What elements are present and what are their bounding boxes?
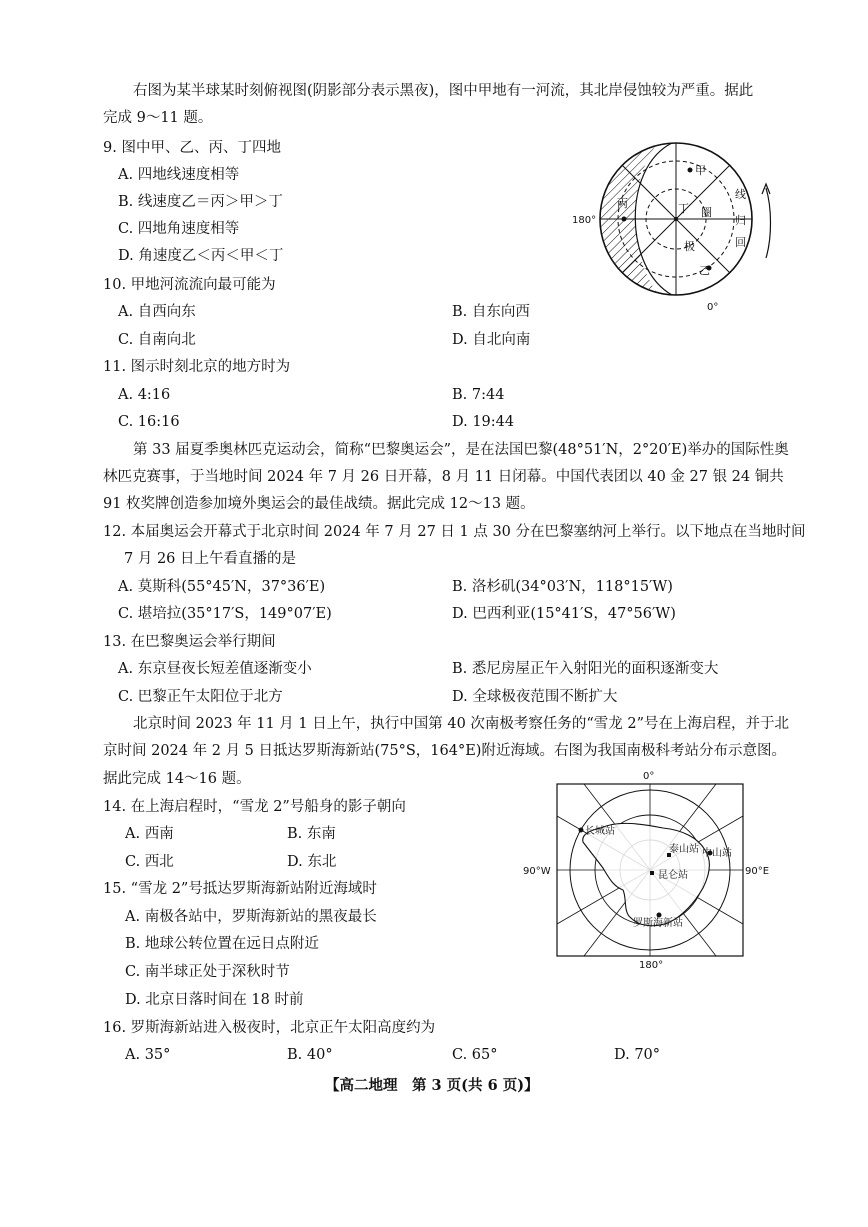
intro-9-11-line2: 完成 9～11 题。 <box>103 110 213 126</box>
q14-option-d: D. 东北 <box>287 854 337 870</box>
intro-9-11-line1: 右图为某半球某时刻俯视图(阴影部分表示黑夜)，图中甲地有一河流，其北岸侵蚀较为严重。据此 <box>133 83 754 99</box>
q11-stem: 11. 图示时刻北京的地方时为 <box>103 359 291 375</box>
q9-option-c: C. 四地角速度相等 <box>118 221 240 237</box>
label-0deg: 0° <box>643 771 655 782</box>
q12-option-a: A. 莫斯科(55°45′N，37°36′E) <box>118 579 326 595</box>
point-jia <box>688 168 693 173</box>
q15-option-d: D. 北京日落时间在 18 时前 <box>125 992 304 1008</box>
q16-stem: 16. 罗斯海新站进入极夜时，北京正午太阳高度约为 <box>103 1020 436 1036</box>
intro-12-13-line3: 91 枚奖牌创造参加境外奥运会的最佳战绩。据此完成 12～13 题。 <box>103 496 535 512</box>
q16-option-a: A. 35° <box>125 1047 171 1063</box>
q16-option-b: B. 40° <box>287 1047 333 1063</box>
antarctica-map <box>523 768 773 970</box>
label-kunlun: 昆仑站 <box>658 870 688 881</box>
q9-stem: 9. 图中甲、乙、丙、丁四地 <box>103 140 281 156</box>
q10-stem: 10. 甲地河流流向最可能为 <box>103 277 276 293</box>
label-taishan: 泰山站 <box>669 844 699 855</box>
label-tropic-3: 回 <box>735 236 746 249</box>
label-rossisea: 罗斯海新站 <box>633 918 683 929</box>
q12-stem-line1: 12. 本届奥运会开幕式于北京时间 2024 年 7 月 27 日 1 点 30 分在巴黎塞纳河上举行。以下地点在当地时间 <box>103 524 806 540</box>
label-jia: 甲 <box>695 164 706 177</box>
q12-stem-line2: 7 月 26 日上午看直播的是 <box>124 551 297 567</box>
point-ding <box>674 217 678 221</box>
intro-14-16-line3: 据此完成 14～16 题。 <box>103 771 251 787</box>
q9-option-b: B. 线速度乙＝丙＞甲＞丁 <box>118 194 283 210</box>
page-footer: 【高二地理 第 3 页(共 6 页)】 <box>325 1077 539 1094</box>
hemisphere-diagram <box>572 128 787 310</box>
rotation-arrow <box>766 188 771 258</box>
q16-option-d: D. 70° <box>614 1047 661 1063</box>
intro-12-13-line2: 林匹克赛事，于当地时间 2024 年 7 月 26 日开幕，8 月 11 日闭幕。中国代表团以 40 金 27 银 24 铜共 <box>103 469 784 485</box>
label-90e: 90°E <box>745 866 770 877</box>
q13-option-b: B. 悉尼房屋正午入射阳光的面积逐渐变大 <box>452 661 719 677</box>
q16-option-c: C. 65° <box>452 1047 498 1063</box>
q14-option-c: C. 西北 <box>125 854 174 870</box>
antarctica-continent <box>583 823 710 925</box>
label-90w: 90°W <box>523 866 551 877</box>
q10-option-c: C. 自南向北 <box>118 332 196 348</box>
q11-option-a: A. 4:16 <box>118 387 171 403</box>
q15-stem: 15. “雪龙 2”号抵达罗斯海新站附近海域时 <box>103 881 377 897</box>
intro-14-16-line1: 北京时间 2023 年 11 月 1 日上午，执行中国第 40 次南极考察任务的“雪龙 2”号在上海启程，并于北 <box>133 716 790 732</box>
q13-option-c: C. 巴黎正午太阳位于北方 <box>118 689 283 705</box>
q15-option-b: B. 地球公转位置在远日点附近 <box>125 936 319 952</box>
point-bing <box>622 217 627 222</box>
label-polar-1: 圈 <box>701 206 712 219</box>
label-0: 0° <box>707 302 719 310</box>
antarctica-figure <box>523 768 773 970</box>
q10-option-d: D. 自北向南 <box>452 332 531 348</box>
station-changcheng <box>579 828 584 833</box>
q14-option-b: B. 东南 <box>287 826 336 842</box>
label-polar-2: 极 <box>684 240 695 253</box>
station-rossisea <box>657 913 662 918</box>
label-tropic-1: 线 <box>735 188 746 201</box>
q15-option-c: C. 南半球正处于深秋时节 <box>125 964 290 980</box>
q9-option-a: A. 四地线速度相等 <box>118 167 240 183</box>
q10-option-b: B. 自东向西 <box>452 304 530 320</box>
q11-option-b: B. 7:44 <box>452 387 505 403</box>
station-kunlun <box>650 871 654 875</box>
intro-12-13-line1: 第 33 届夏季奥林匹克运动会，简称“巴黎奥运会”，是在法国巴黎(48°51′N，2°20′E)举办的国际性奥 <box>133 442 789 458</box>
label-zhongshan: 中山站 <box>702 848 732 859</box>
label-bing: 丙 <box>617 197 628 210</box>
q9-option-d: D. 角速度乙＜丙＜甲＜丁 <box>118 248 284 264</box>
label-yi: 乙 <box>699 264 710 277</box>
q11-option-d: D. 19:44 <box>452 414 515 430</box>
label-180deg: 180° <box>639 960 664 970</box>
q12-option-d: D. 巴西利亚(15°41′S，47°56′W) <box>452 606 676 622</box>
label-180: 180° <box>572 215 597 226</box>
q11-option-c: C. 16:16 <box>118 414 180 430</box>
hemisphere-figure <box>572 128 787 310</box>
q10-option-a: A. 自西向东 <box>118 304 196 320</box>
q15-option-a: A. 南极各站中，罗斯海新站的黑夜最长 <box>125 909 377 925</box>
label-changcheng: 长城站 <box>585 826 615 837</box>
q12-option-b: B. 洛杉矶(34°03′N，118°15′W) <box>452 579 673 595</box>
label-ding: 丁 <box>678 202 689 215</box>
q14-option-a: A. 西南 <box>125 826 174 842</box>
q13-option-a: A. 东京昼夜长短差值逐渐变小 <box>118 661 312 677</box>
q12-option-c: C. 堪培拉(35°17′S，149°07′E) <box>118 606 332 622</box>
q13-stem: 13. 在巴黎奥运会举行期间 <box>103 634 276 650</box>
q13-option-d: D. 全球极夜范围不断扩大 <box>452 689 618 705</box>
label-tropic-2: 归 <box>735 214 746 227</box>
q14-stem: 14. 在上海启程时，“雪龙 2”号船身的影子朝向 <box>103 799 406 815</box>
intro-14-16-line2: 京时间 2024 年 2 月 5 日抵达罗斯海新站(75°S，164°E)附近海域。右图为我国南极科考站分布示意图。 <box>103 743 786 759</box>
